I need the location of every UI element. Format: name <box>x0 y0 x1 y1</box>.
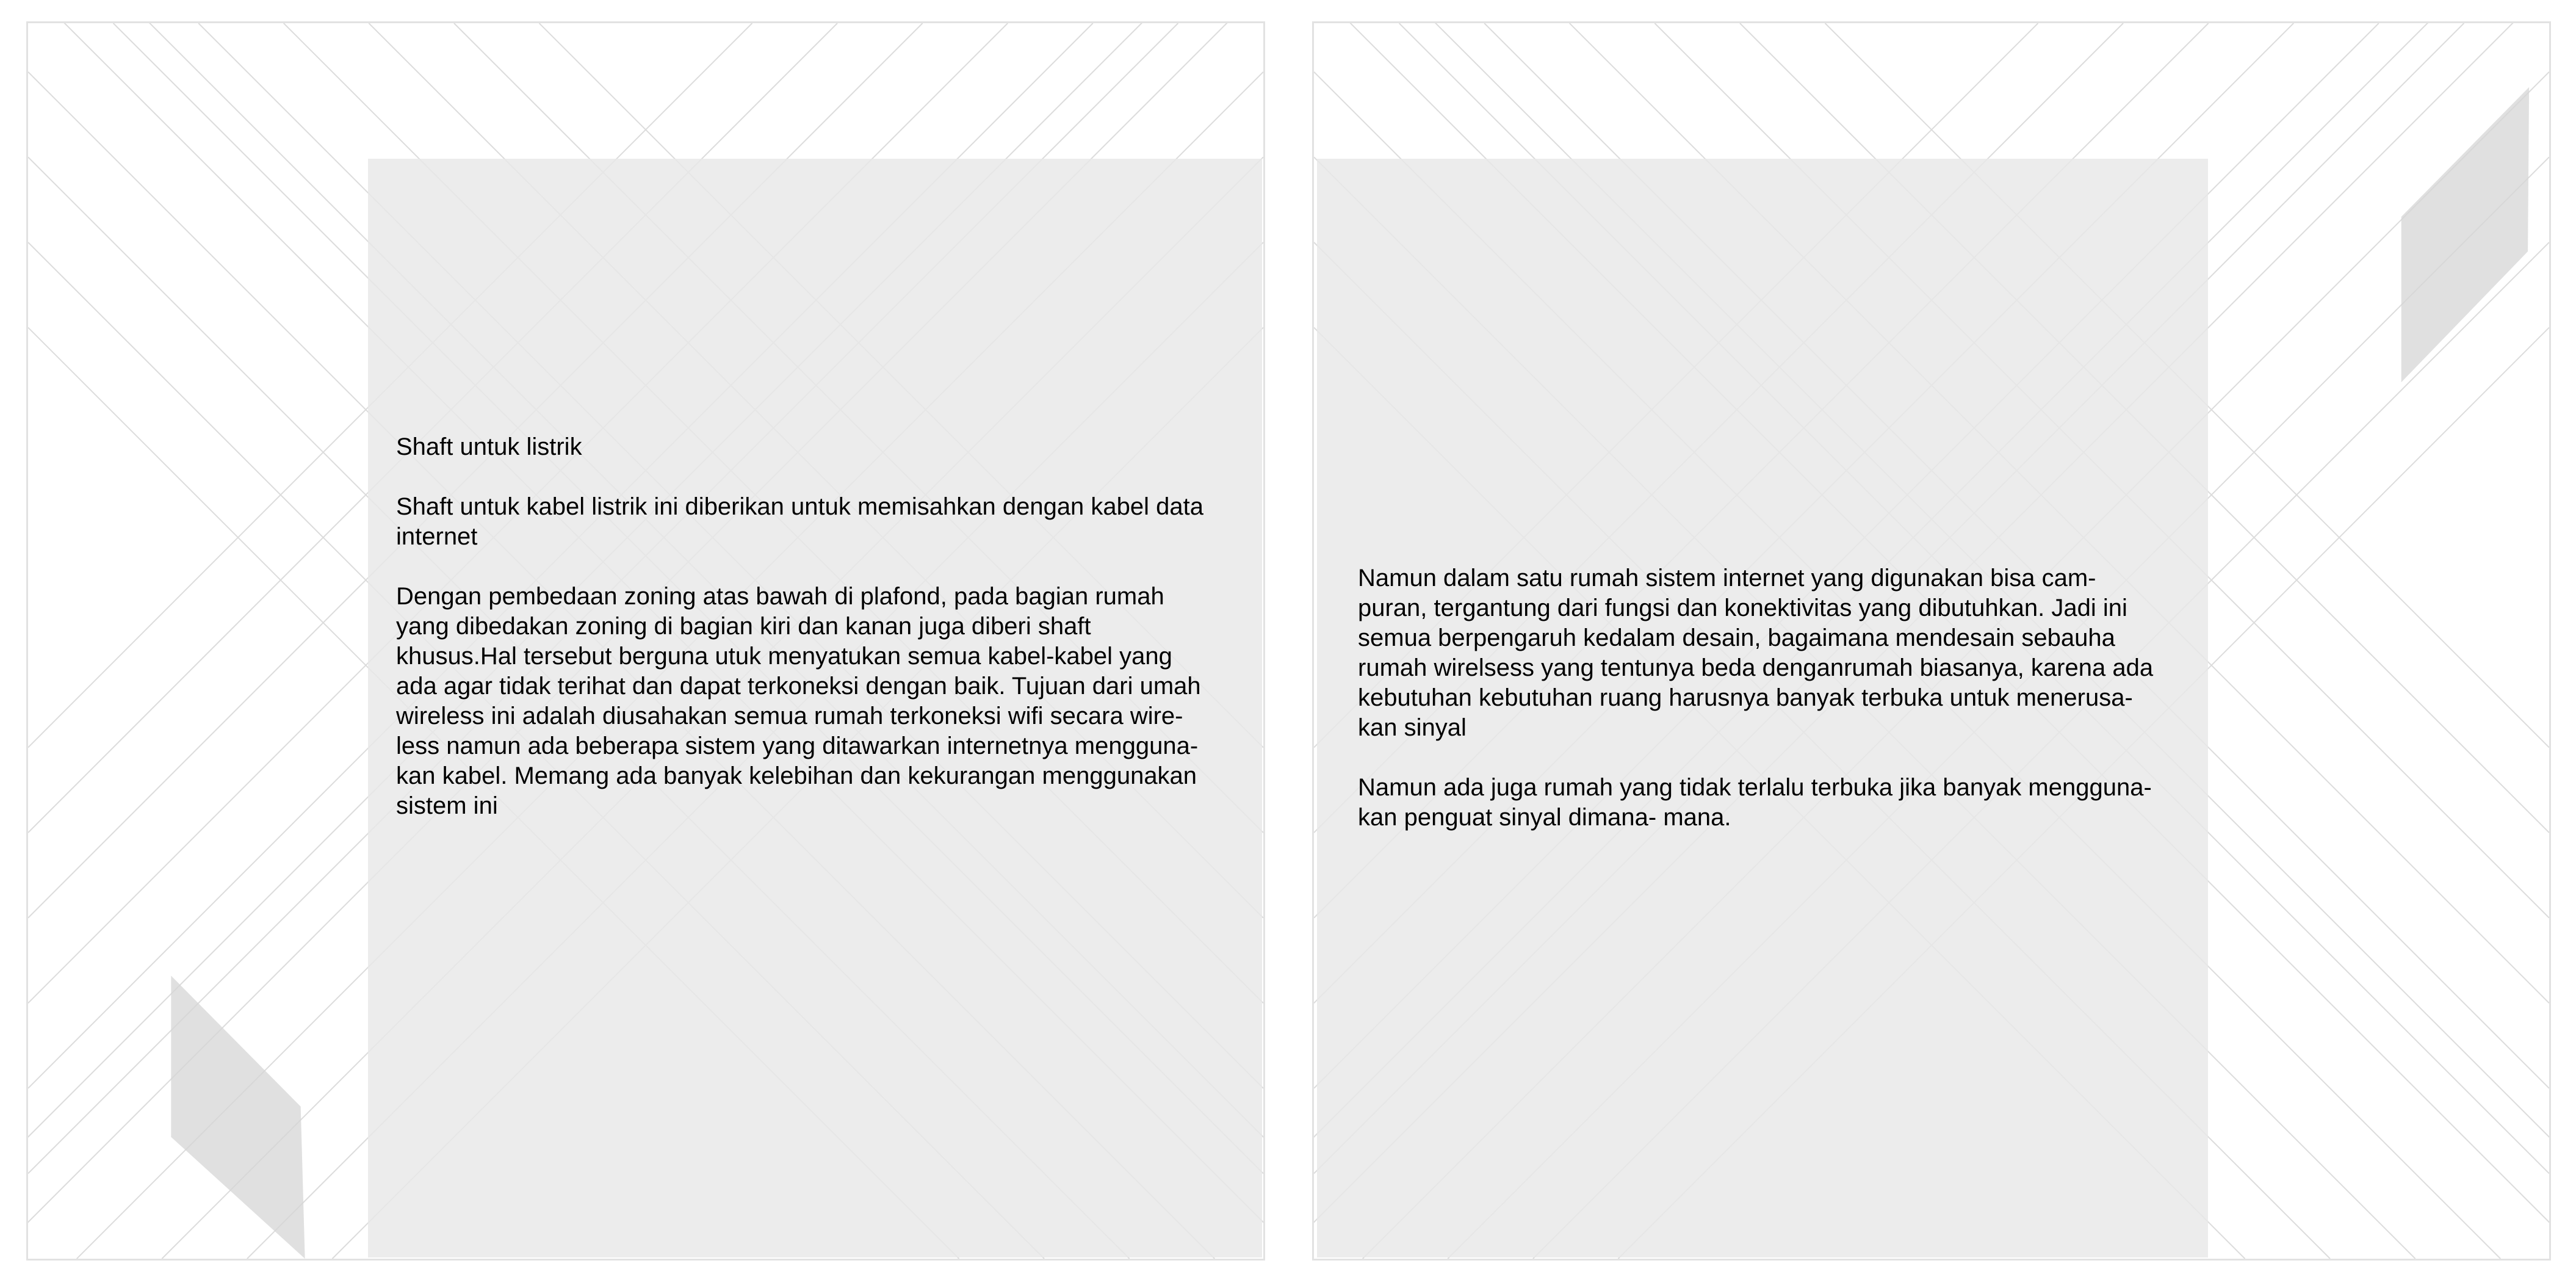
right-text-block <box>1358 563 2188 863</box>
left-page <box>26 21 1265 1261</box>
section-heading: Shaft untuk listrik <box>396 433 582 460</box>
paragraph: Dengan pembedaan zoning atas bawah di plafond, pada bagian rumah yang dibedakan zoning di bagian kiri dan kanan juga diberi shaft khusus.Hal tersebut berguna utuk menyatukan semua kabel-kabel yang ada agar tidak terihat dan dapat terkoneksi dengan baik. Tujuan dari umah wireless ini adalah diusahakan semua rumah terkoneksi wifi secara wire- less namun ada beberapa sistem yang ditawarkan internetnya mengguna- kan kabel. Memang ada banyak kelebihan dan kekurangan menggunakan sistem ini <box>396 583 1201 819</box>
paragraph: Namun dalam satu rumah sistem internet yang digunakan bisa cam- puran, tergantung dari fungsi dan konektivitas yang dibutuhkan. Jadi ini semua berpengaruh kedalam desain, bagaimana mendesain sebauha rumah wirelsess yang tentunya beda denganrumah biasanya, karena ada kebutuhan kebutuhan ruang harusnya banyak terbuka untuk menerusa- kan sinyal <box>1358 565 2154 741</box>
left-text-block <box>396 432 1250 851</box>
paragraph: Shaft untuk kabel listrik ini diberikan untuk memisahkan dengan kabel data internet <box>396 493 1204 550</box>
right-page <box>1312 21 2551 1261</box>
paragraph: Namun ada juga rumah yang tidak terlalu terbuka jika banyak mengguna- kan penguat sinyal dimana- mana. <box>1358 774 2152 831</box>
